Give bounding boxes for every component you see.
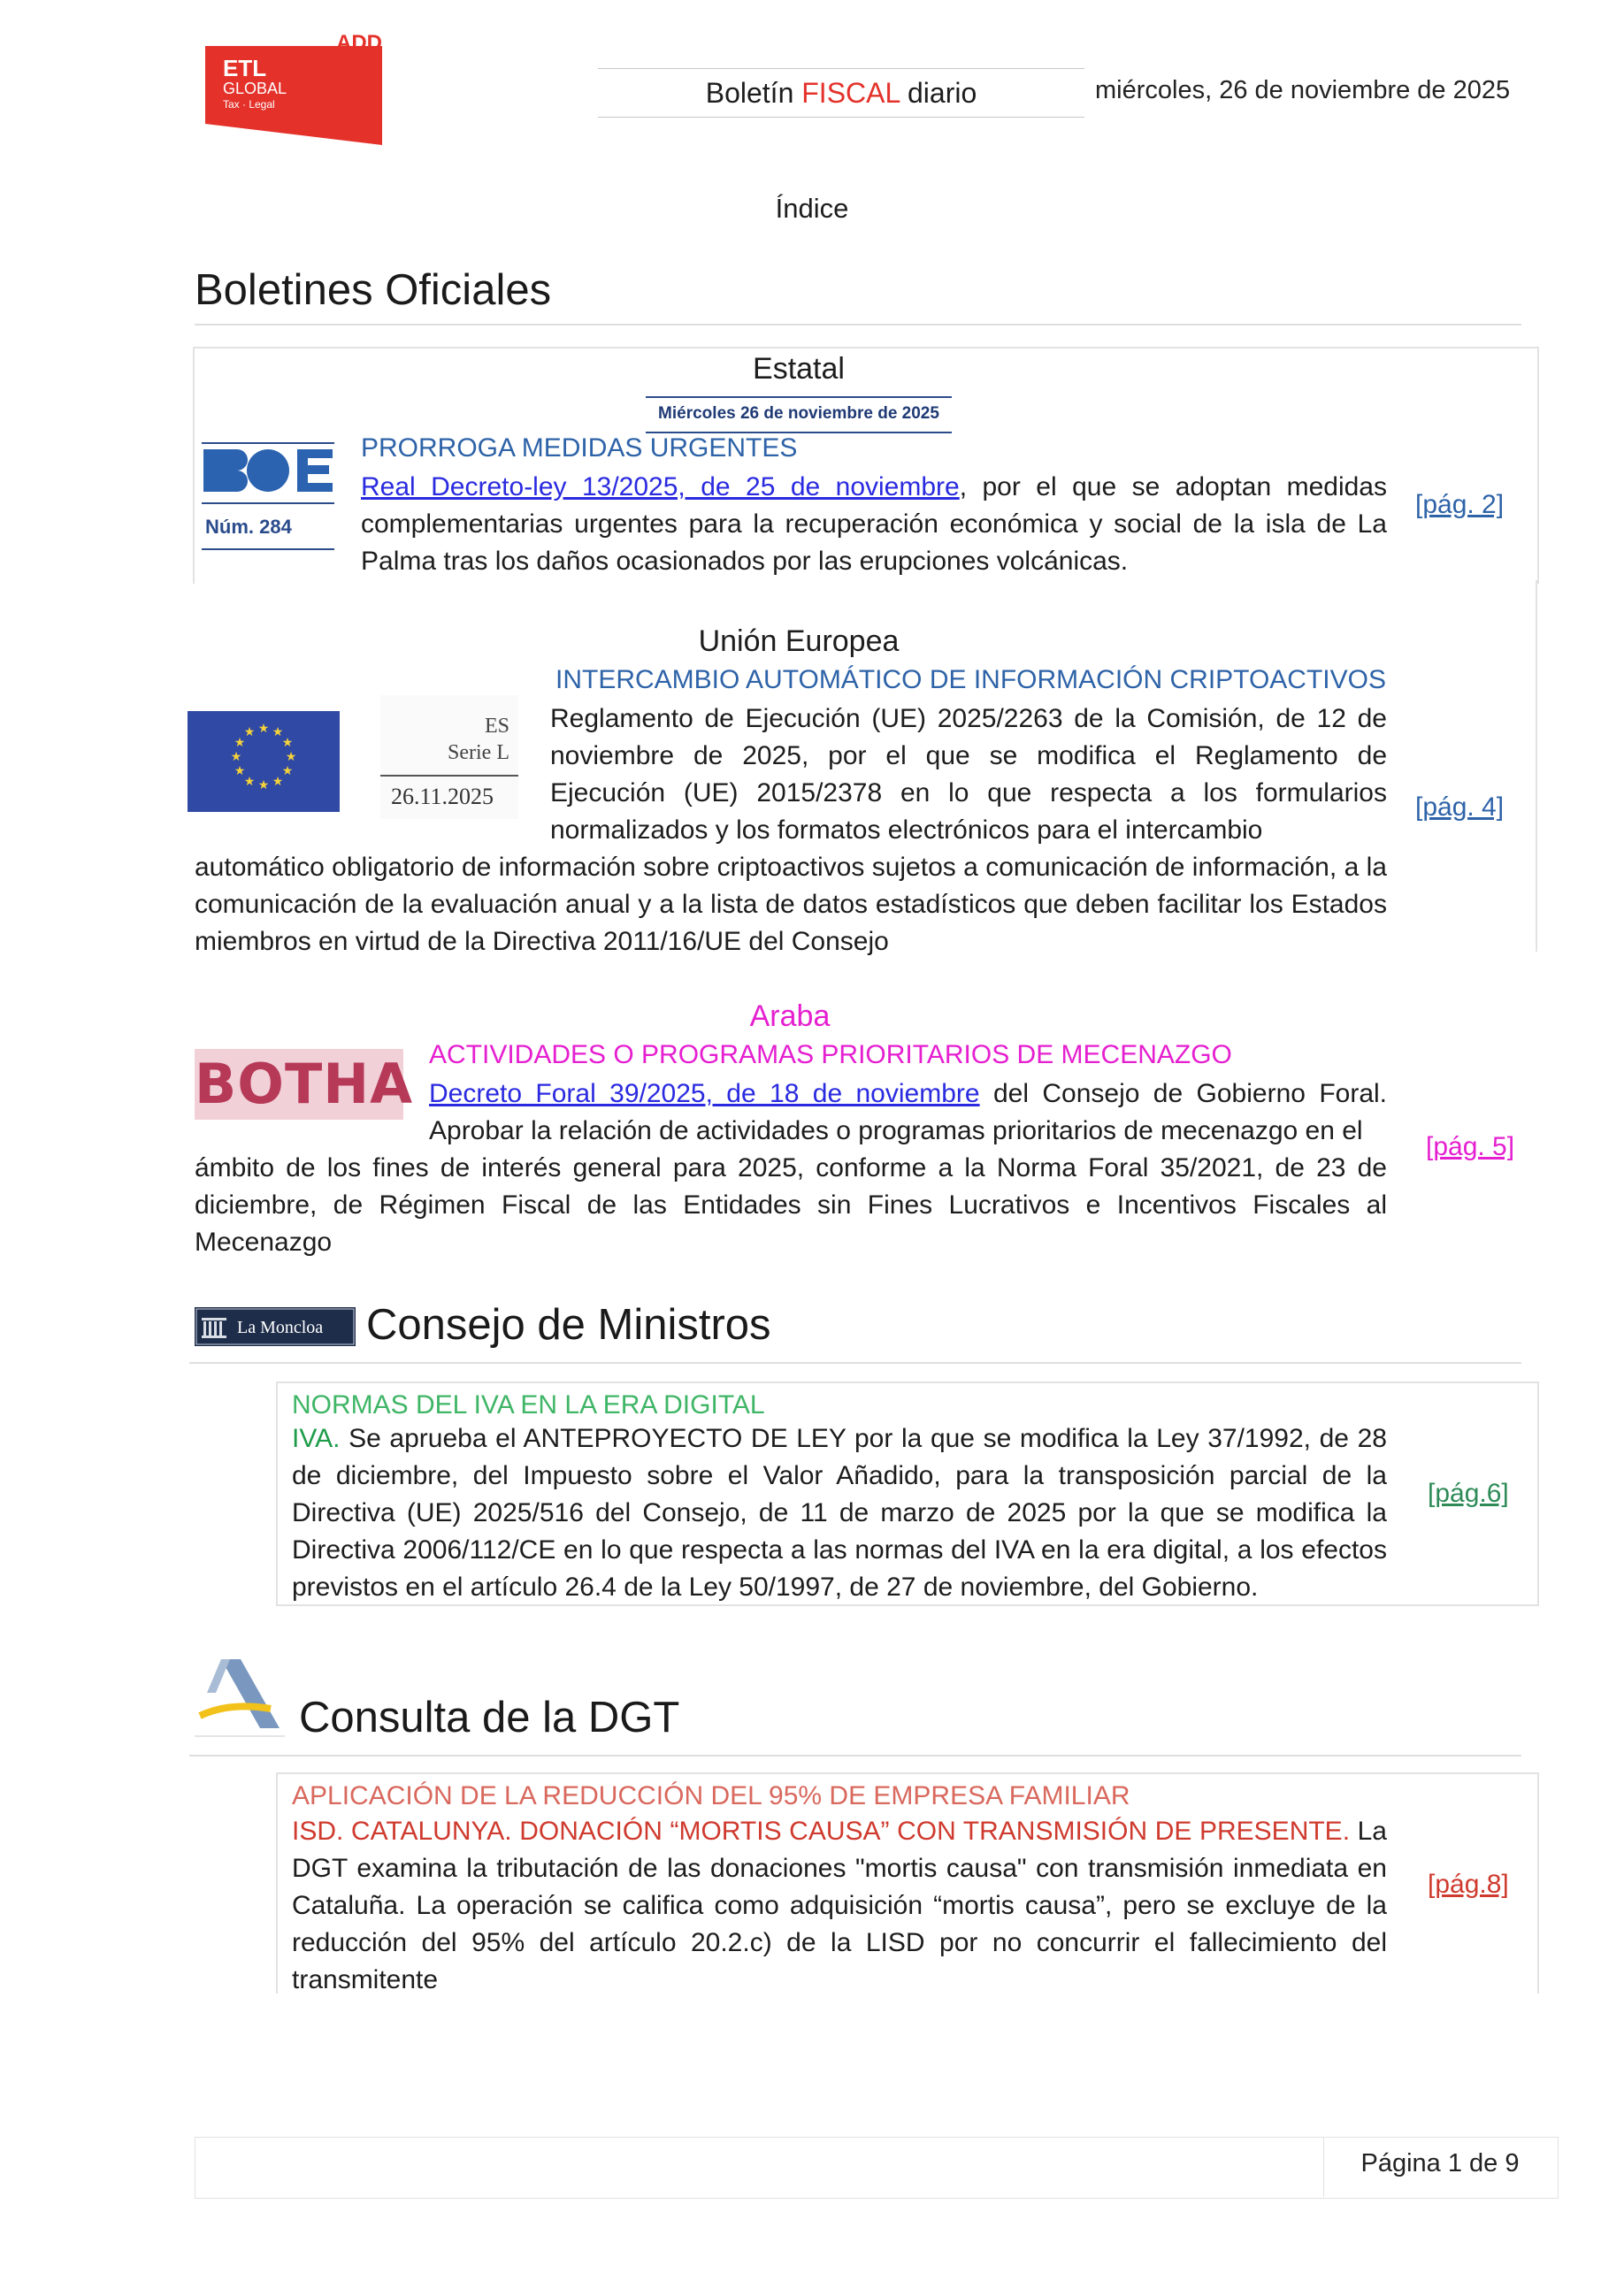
consejo-text: IVA. Se aprueba el ANTEPROYECTO DE LEY por la que se modifica la Ley 37/1992, de 28 de diciembre, del Impuesto sobre el Valor Añadido, para la transposición parcial de la Directiva (UE) 2025/516 del Consejo, de 11 de marzo de 2025 por la que se modifica la Directiva 2006/112/CE en lo que respecta a las normas del IVA en la era digital, a los efectos previstos en el artículo 26.4 de la Ley 50/1997, de 27 de noviembre, del Gobierno. bbox=[292, 1424, 1387, 1602]
page-number: Página 1 de 9 bbox=[1360, 2149, 1520, 2177]
svg-text:★: ★ bbox=[243, 725, 256, 739]
eu-flag-icon bbox=[188, 711, 340, 812]
logo-taxlegal-text: Tax · Legal bbox=[223, 98, 275, 111]
svg-text:★: ★ bbox=[243, 775, 256, 789]
araba-title: Araba bbox=[749, 999, 831, 1033]
official-journal-logo: ES Serie L 26.11.2025 bbox=[380, 695, 518, 819]
estatal-title: Estatal bbox=[753, 352, 845, 386]
svg-text:★: ★ bbox=[257, 778, 270, 792]
logo-add-text: ADD bbox=[336, 34, 382, 55]
etl-global-logo bbox=[205, 34, 382, 145]
svg-text:★: ★ bbox=[257, 722, 270, 736]
ue-page-ref[interactable]: [pág. 4] bbox=[1415, 792, 1505, 822]
bulletin-date: miércoles, 26 de noviembre de 2025 bbox=[1095, 76, 1511, 104]
moncloa-logo-text: La Moncloa bbox=[237, 1318, 324, 1337]
estatal-headline: PRORROGA MEDIDAS URGENTES bbox=[361, 433, 798, 463]
svg-text:★: ★ bbox=[272, 775, 284, 789]
moncloa-logo bbox=[195, 1307, 356, 1346]
boe-logo bbox=[202, 442, 334, 555]
dgt-lead: ISD. CATALUNYA. DONACIÓN “MORTIS CAUSA” CON TRANSMISIÓN DE PRESENTE. bbox=[292, 1817, 1351, 1846]
consejo-headline: NORMAS DEL IVA EN LA ERA DIGITAL bbox=[292, 1390, 765, 1420]
section-heading-consejo: Consejo de Ministros bbox=[366, 1301, 771, 1349]
botha-logo: BOTHA bbox=[195, 1049, 403, 1120]
araba-link[interactable]: Decreto Foral 39/2025, de 18 de noviembre bbox=[429, 1079, 980, 1108]
section-rule bbox=[189, 1755, 1521, 1756]
bulletin-title: Boletín FISCAL diario bbox=[598, 68, 1084, 118]
svg-text:★: ★ bbox=[230, 750, 242, 764]
svg-text:★: ★ bbox=[234, 764, 246, 778]
ue-text-part2: automático obligatorio de información sobre criptoactivos sujetos a comunicación de información, a la comunicación de la evaluación anual y a la lista de datos estadísticos que deben facilitar los Estados miembros en virtud de la Directiva 2011/16/UE del Consejo bbox=[195, 853, 1387, 956]
ue-text-part1: Reglamento de Ejecución (UE) 2025/2263 de la Comisión, de 12 de noviembre de 2025, por el que se modifica el Reglamento de Ejecución (UE) 2015/2378 en lo que respecta a los formularios normalizados y los formatos electrónicos para el intercambio bbox=[550, 704, 1387, 845]
logo-global-text: GLOBAL bbox=[223, 80, 287, 97]
boe-date-banner: Miércoles 26 de noviembre de 2025 bbox=[646, 396, 952, 433]
consejo-lead: IVA. bbox=[292, 1424, 341, 1453]
estatal-link[interactable]: Real Decreto-ley 13/2025, de 25 de noviembre bbox=[361, 472, 960, 501]
section-rule bbox=[189, 1362, 1521, 1364]
boe-number: Núm. 284 bbox=[205, 516, 292, 538]
araba-headline: ACTIVIDADES O PROGRAMAS PRIORITARIOS DE MECENAZGO bbox=[429, 1040, 1232, 1069]
index-label: Índice bbox=[775, 193, 849, 224]
svg-text:★: ★ bbox=[272, 725, 284, 739]
section-heading-boletines: Boletines Oficiales bbox=[195, 266, 552, 314]
svg-text:★: ★ bbox=[281, 736, 294, 750]
section-heading-dgt: Consulta de la DGT bbox=[299, 1694, 680, 1741]
svg-text:★: ★ bbox=[285, 750, 297, 764]
ue-title: Unión Europea bbox=[698, 624, 900, 658]
dgt-page-ref[interactable]: [pág.8] bbox=[1428, 1870, 1509, 1899]
bulletin-title-highlight: FISCAL bbox=[801, 77, 900, 109]
logo-brand-text: ETL bbox=[223, 55, 267, 81]
svg-text:★: ★ bbox=[281, 764, 294, 778]
aeat-logo-icon bbox=[195, 1657, 285, 1739]
araba-text-part1: Decreto Foral 39/2025, de 18 de noviembre del Consejo de Gobierno Foral. Aprobar la relación de actividades o programas prioritarios de mecenazgo en el bbox=[429, 1079, 1387, 1145]
ue-headline: INTERCAMBIO AUTOMÁTICO DE INFORMACIÓN CRIPTOACTIVOS bbox=[555, 665, 1386, 694]
araba-page-ref[interactable]: [pág. 5] bbox=[1426, 1132, 1515, 1161]
dgt-headline: APLICACIÓN DE LA REDUCCIÓN DEL 95% DE EMPRESA FAMILIAR bbox=[292, 1781, 1130, 1810]
estatal-text: Real Decreto-ley 13/2025, de 25 de noviembre, por el que se adoptan medidas complementarias urgentes para la recuperación económica y social de la isla de La Palma tras los daños ocasionados por las erupciones volcánicas. bbox=[361, 472, 1387, 576]
dgt-text: ISD. CATALUNYA. DONACIÓN “MORTIS CAUSA” CON TRANSMISIÓN DE PRESENTE. La DGT examina la tributación de las donaciones "mortis causa" con transmisión inmediata en Cataluña. La operación se califica como adquisición “mortis causa”, pero se excluye de la reducción del 95% del artículo 20.2.c) de la LISD por no concurrir el fallecimiento del transmitente bbox=[292, 1817, 1387, 1994]
consejo-page-ref[interactable]: [pág.6] bbox=[1428, 1479, 1509, 1508]
estatal-page-ref[interactable]: [pág. 2] bbox=[1415, 490, 1505, 519]
svg-text:★: ★ bbox=[234, 736, 246, 750]
araba-text-part2: ámbito de los fines de interés general para 2025, conforme a la Norma Foral 35/2021, de 23 de diciembre, de Régimen Fiscal de las Entidades sin Fines Lucrativos e Incentivos Fiscales al Mecenazgo bbox=[195, 1153, 1387, 1257]
section-rule bbox=[195, 324, 1521, 325]
